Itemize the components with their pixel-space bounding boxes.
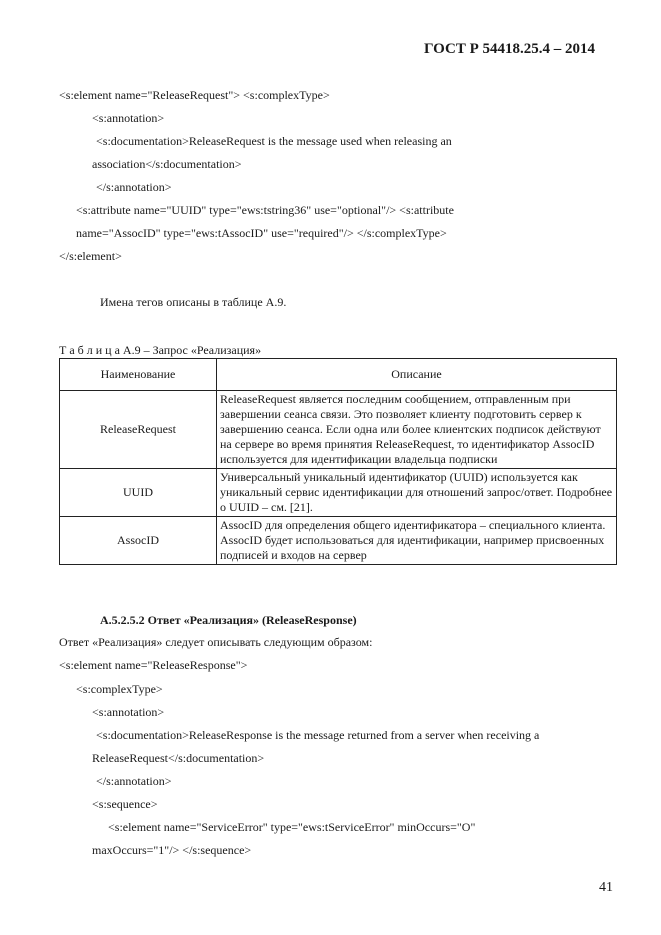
column-header-description: Описание [217, 359, 617, 391]
cell-description: Универсальный уникальный идентификатор (UUID) используется как уникальный сервис идентификации для отношений запрос/ответ. Подробнее о UUID – см. [21]. [217, 469, 617, 517]
cell-description: ReleaseRequest является последним сообщением, отправленным при завершении сеанса связи. Это позволяет клиенту подготовить сервер к завершению сеанса. Если одна или более клиентских подписок действуют на сервере во время принятия ReleaseRequest, то идентификатор AssocID используется для идентификации владельца подписки [217, 391, 617, 469]
code-line: <s:element name="ReleaseRequest"> <s:complexType> [59, 88, 330, 102]
code-line: <s:element name="ReleaseResponse"> [59, 658, 248, 672]
code-line: <s:documentation>ReleaseResponse is the message returned from a server when receiving a [96, 728, 540, 742]
document-standard-header: ГОСТ Р 54418.25.4 – 2014 [423, 41, 595, 57]
cell-description: AssocID для определения общего идентификатора – специального клиента. AssocID будет использоваться для идентификации, например присвоенных подписей и входов на сервер [217, 517, 617, 565]
table-row [60, 469, 617, 517]
section-intro: Ответ «Реализация» следует описывать следующим образом: [59, 635, 373, 649]
cell-name: AssocID [60, 517, 217, 565]
column-header-name: Наименование [60, 359, 217, 391]
table-caption: Т а б л и ц а А.9 – Запрос «Реализация» [59, 343, 262, 357]
section-heading: А.5.2.5.2 Ответ «Реализация» (ReleaseResponse) [100, 613, 357, 627]
code-line: <s:documentation>ReleaseRequest is the message used when releasing an [96, 134, 452, 148]
code-line: </s:annotation> [96, 774, 172, 788]
cell-name: ReleaseRequest [60, 391, 217, 469]
intro-paragraph: Имена тегов описаны в таблице А.9. [100, 295, 287, 309]
table-row [60, 391, 617, 469]
spec-table [59, 358, 617, 565]
code-line: <s:complexType> [76, 682, 163, 696]
code-line: </s:annotation> [96, 180, 172, 194]
code-line: association</s:documentation> [92, 157, 242, 171]
code-line: <s:element name="ServiceError" type="ews:tServiceError" minOccurs="O" [108, 820, 476, 834]
code-line: <s:annotation> [92, 111, 165, 125]
code-line: <s:sequence> [92, 797, 158, 811]
code-line: <s:attribute name="UUID" type="ews:tstring36" use="optional"/> <s:attribute [76, 203, 454, 217]
code-line: name="AssocID" type="ews:tAssocID" use="required"/> </s:complexType> [76, 226, 447, 240]
cell-name: UUID [60, 469, 217, 517]
code-line: ReleaseRequest</s:documentation> [92, 751, 265, 765]
table-row [60, 517, 617, 565]
code-line: </s:element> [59, 249, 122, 263]
table-header-row [60, 359, 617, 391]
code-line: maxOccurs="1"/> </s:sequence> [92, 843, 252, 857]
page-number: 41 [599, 880, 613, 895]
code-line: <s:annotation> [92, 705, 165, 719]
